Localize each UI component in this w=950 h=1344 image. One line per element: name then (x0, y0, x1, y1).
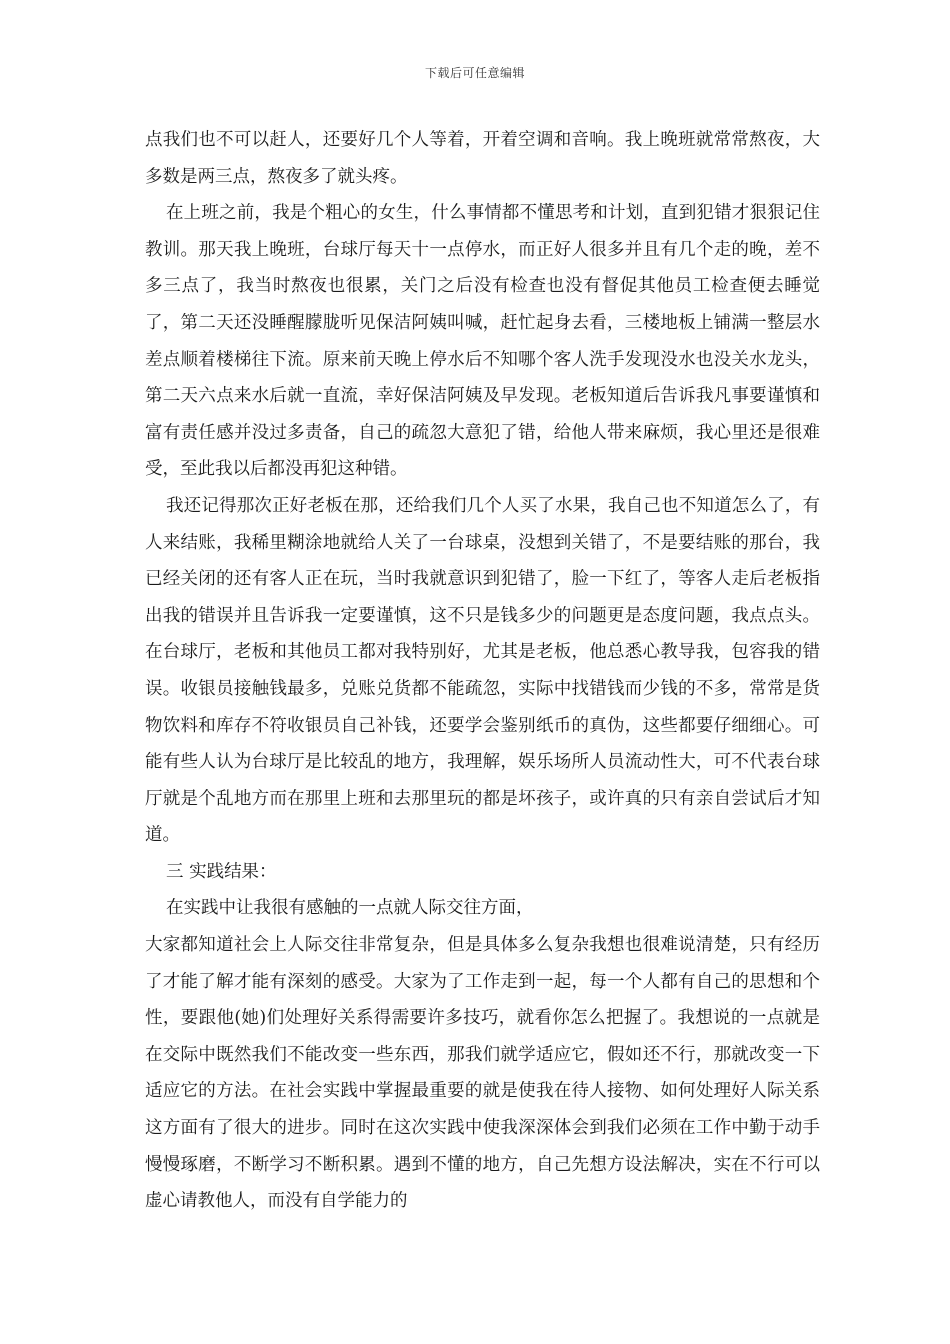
paragraph-5: 大家都知道社会上人际交往非常复杂，但是具体多么复杂我想也很难说清楚，只有经历了才能了解才能有深刻的感受。大家为了工作走到一起，每一个人都有自己的思想和个性，要跟他(她)们处理好关系得需要许多技巧，就看你怎么把握了。我想说的一点就是在交际中既然我们不能改变一些东西，那我们就学适应它，假如还不行，那就改变一下适应它的方法。在社会实践中掌握最重要的就是使我在待人接物、如何处理好人际关系这方面有了很大的进步。同时在这次实践中使我深深体会到我们必须在工作中勤于动手慢慢琢磨，不断学习不断积累。遇到不懂的地方，自己先想方设法解决，实在不行可以虚心请教他人，而没有自学能力的 (145, 935, 820, 1212)
paragraph-4: 在实践中让我很有感触的一点就人际交往方面， (166, 898, 534, 919)
paragraph-2: 在上班之前，我是个粗心的女生，什么事情都不懂思考和计划，直到犯错才狠狠记住教训。那天我上晚班，台球厅每天十一点停水，而正好人很多并且有几个走的晚，差不多三点了，我当时熬夜也很累，关门之后没有检查也没有督促其他员工检查便去睡觉了，第二天还没睡醒朦胧听见保洁阿姨叫喊，赶忙起身去看，三楼地板上铺满一整层水差点顺着楼梯往下流。原来前天晚上停水后不知哪个客人洗手发现没水也没关水龙头，第二天六点来水后就一直流，幸好保洁阿姨及早发现。老板知道后告诉我凡事要谨慎和富有责任感并没过多责备，自己的疏忽大意犯了错，给他人带来麻烦，我心里还是很难受，至此我以后都没再犯这种错。 (145, 203, 820, 480)
paragraph-3: 我还记得那次正好老板在那，还给我们几个人买了水果，我自己也不知道怎么了，有人来结账，我稀里糊涂地就给人关了一台球桌，没想到关错了，不是要结账的那台，我已经关闭的还有客人正在玩，当时我就意识到犯错了，脸一下红了，等客人走后老板指出我的错误并且告诉我一定要谨慎，这不只是钱多少的问题更是态度问题，我点点头。在台球厅，老板和其他员工都对我特别好，尤其是老板，他总悉心教导我，包容我的错误。收银员接触钱最多，兑账兑货都不能疏忽，实际中找错钱而少钱的不多，常常是货物饮料和库存不符收银员自己补钱，还要学会鉴别纸币的真伪，这些都要仔细细心。可能有些人认为台球厅是比较乱的地方，我理解，娱乐场所人员流动性大，可不代表台球厅就是个乱地方而在那里上班和去那里玩的都是坏孩子，或许真的只有亲自尝试后才知道。 (145, 495, 820, 846)
section-heading: 三 实践结果： (166, 861, 277, 882)
paragraph-1: 点我们也不可以赶人，还要好几个人等着，开着空调和音响。我上晚班就常常熬夜，大多数是两三点，熬夜多了就头疼。 (145, 130, 820, 187)
document-body (145, 122, 820, 1220)
page-header: 下载后可任意编辑 (424, 66, 525, 80)
